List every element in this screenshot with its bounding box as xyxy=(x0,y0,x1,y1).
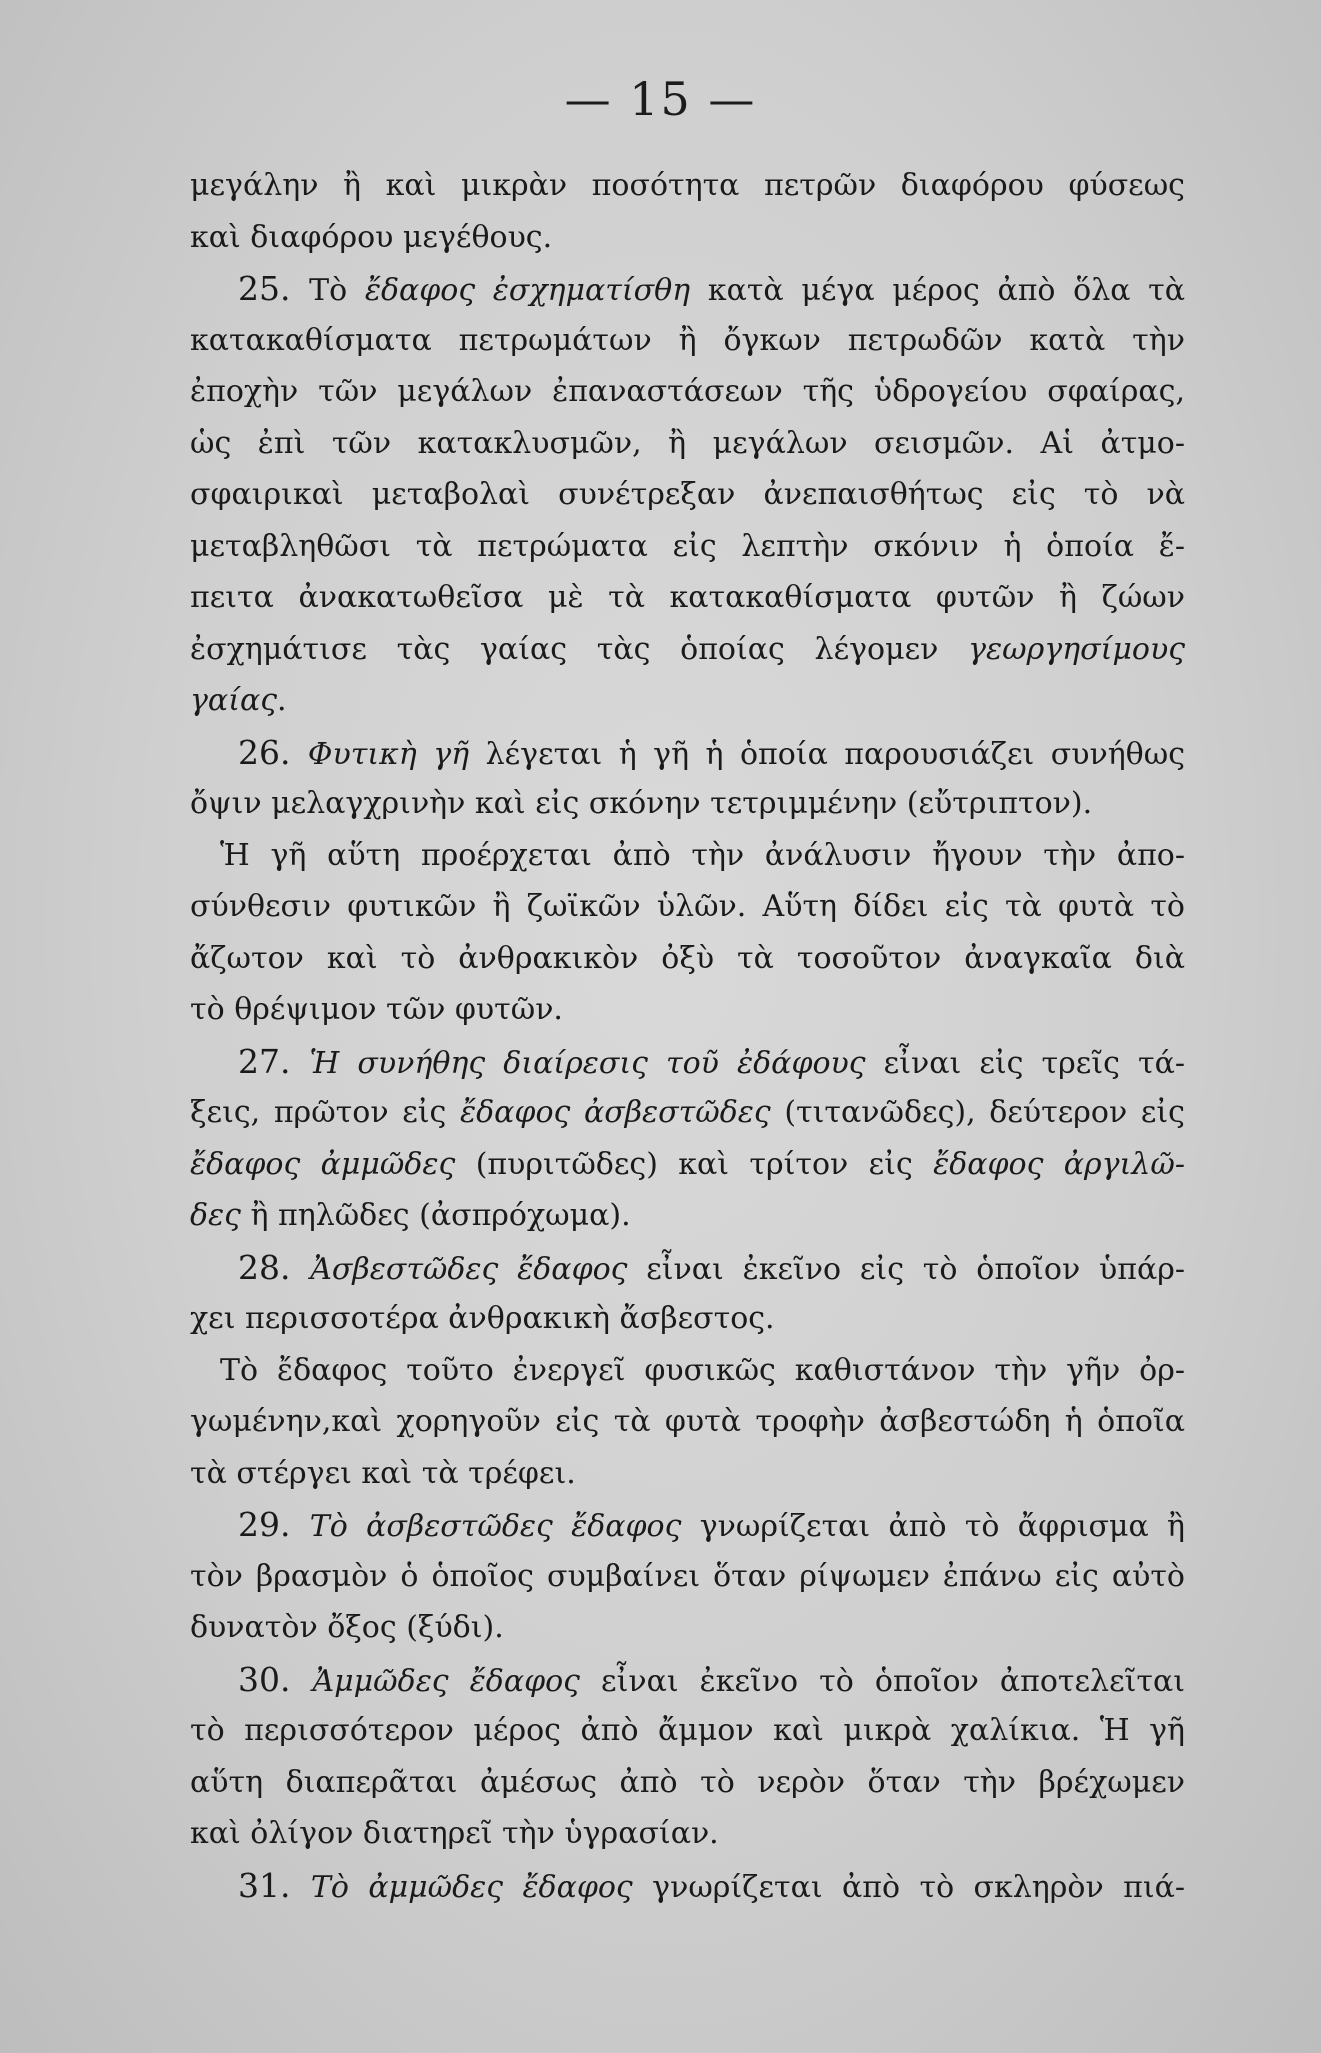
text-line: μεταβληθῶσι τὰ πετρώματα εἰς λεπτὴν σκόνιν ἡ ὁποία ἔ- xyxy=(190,528,1185,564)
text-line: χει περισσοτέρα ἀνθρακικὴ ἄσβεστος. xyxy=(190,1301,775,1336)
text-line xyxy=(190,263,1185,315)
text-run: . xyxy=(277,683,287,718)
text-run: εἶναι ἐκεῖνο τὸ ὁποῖον ἀποτελεῖται xyxy=(579,1663,1185,1699)
text-line xyxy=(190,624,1185,676)
text-run: ἔδαφος ἀμμῶδες xyxy=(190,1146,456,1182)
text-run: ξεις, πρῶτον εἰς xyxy=(190,1095,461,1130)
page-number: — 15 — xyxy=(564,72,757,126)
text-run: εἶναι εἰς τρεῖς τά- xyxy=(865,1045,1185,1081)
text-line: τὸ περισσότερον μέρος ἀπὸ ἄμμον καὶ μικρὰ χαλίκια. Ἡ γῆ xyxy=(190,1713,1185,1748)
text-run: λέγεται ἡ γῆ ἡ ὁποία παρουσιάζει συνήθως xyxy=(469,736,1185,772)
text-run: Φυτικὴ γῆ xyxy=(307,736,470,772)
text-run: 29. xyxy=(238,1505,310,1544)
text-run: Ἀσβεστῶδες ἔδαφος xyxy=(310,1251,628,1287)
text-line xyxy=(190,1499,1185,1551)
text-line: γωμένην,καὶ χορηγοῦν εἰς τὰ φυτὰ τροφὴν ἀσβεστώδη ἡ ὁποῖα xyxy=(190,1404,1185,1439)
text-run: ἔδαφος ἀργιλῶ- xyxy=(933,1146,1185,1182)
text-line: κατακαθίσματα πετρωμάτων ἢ ὄγκων πετρωδῶν κατὰ τὴν xyxy=(190,322,1185,358)
text-line: καὶ ὀλίγον διατηρεῖ τὴν ὑγρασίαν. xyxy=(190,1816,719,1851)
text-run: (τιτανῶδες), δεύτερον εἰς xyxy=(770,1095,1185,1130)
text-run: Ἀμμῶδες ἔδαφος xyxy=(312,1663,580,1699)
text-run: 26. xyxy=(238,732,308,772)
body-text xyxy=(190,160,1185,1911)
text-run: 27. xyxy=(238,1041,310,1081)
text-line: αὕτη διαπερᾶται ἀμέσως ἀπὸ τὸ νερὸν ὅταν τὴν βρέχωμεν xyxy=(190,1764,1185,1800)
text-run: γνωρίζεται ἀπὸ τὸ ἄφρισμα ἢ xyxy=(681,1509,1185,1544)
text-run: ἐσχημάτισε τὰς γαίας τὰς ὁποίας λέγομεν xyxy=(190,631,969,667)
text-run: ἢ πηλῶδες (ἀσπρόχωμα). xyxy=(240,1198,631,1233)
text-line: πειτα ἀνακατωθεῖσα μὲ τὰ κατακαθίσματα φυτῶν ἢ ζώων xyxy=(190,580,1185,615)
text-line: σύνθεσιν φυτικῶν ἢ ζωϊκῶν ὑλῶν. Αὕτη δίδει εἰς τὰ φυτὰ τὸ xyxy=(190,889,1185,924)
text-line: τὸν βρασμὸν ὁ ὁποῖος συμβαίνει ὅταν ρίψωμεν ἐπάνω εἰς αὐτὸ xyxy=(190,1558,1185,1594)
text-line: καὶ διαφόρου μεγέθους. xyxy=(190,219,553,255)
text-line: μεγάλην ἢ καὶ μικρὰν ποσότητα πετρῶν διαφόρου φύσεως xyxy=(190,168,1185,203)
text-line xyxy=(190,727,1185,779)
text-run: Τὸ ἀμμῶδες ἔδαφος xyxy=(310,1869,633,1905)
text-line: τὰ στέργει καὶ τὰ τρέφει. xyxy=(190,1455,576,1491)
text-line xyxy=(190,1860,1185,1912)
text-line: ὄψιν μελαγχρινὴν καὶ εἰς σκόνην τετριμμένην (εὔτριπτον). xyxy=(190,786,1093,821)
text-line xyxy=(190,1190,1185,1242)
text-line xyxy=(190,675,1185,727)
text-run: Τὸ xyxy=(309,273,365,308)
text-run: εἶναι ἐκεῖνο εἰς τὸ ὁποῖον ὑπάρ- xyxy=(627,1251,1185,1287)
text-run: 31. xyxy=(238,1865,311,1905)
text-line: Τὸ ἔδαφος τοῦτο ἐνεργεῖ φυσικῶς καθιστάνον τὴν γῆν ὀρ- xyxy=(220,1352,1185,1388)
text-run: ἔδαφος ἐσχηματίσθη xyxy=(364,273,691,308)
text-run: ἔδαφος ἀσβεστῶδες xyxy=(460,1095,771,1130)
text-line xyxy=(190,1139,1185,1191)
text-line: δυνατὸν ὄξος (ξύδι). xyxy=(190,1610,504,1645)
text-run: 28. xyxy=(238,1247,311,1287)
text-run: Ἡ συνήθης διαίρεσις τοῦ ἐδάφους xyxy=(309,1045,866,1081)
text-line xyxy=(190,1036,1185,1088)
text-line: ὡς ἐπὶ τῶν κατακλυσμῶν, ἢ μεγάλων σεισμῶν. Αἱ ἀτμο- xyxy=(190,425,1185,461)
text-line xyxy=(190,1242,1185,1294)
text-run: γνωρίζεται ἀπὸ τὸ σκληρὸν πιά- xyxy=(632,1869,1185,1905)
text-run: (πυριτῶδες) καὶ τρίτον εἰς xyxy=(455,1146,934,1182)
text-run: κατὰ μέγα μέρος ἀπὸ ὅλα τὰ xyxy=(690,273,1185,308)
text-line: ἐποχὴν τῶν μεγάλων ἐπαναστάσεων τῆς ὑδρογείου σφαίρας, xyxy=(190,374,1185,409)
text-line: Ἡ γῆ αὕτη προέρχεται ἀπὸ τὴν ἀνάλυσιν ἤγουν τὴν ἀπο- xyxy=(220,837,1185,873)
text-line xyxy=(190,1087,1185,1139)
text-line: τὸ θρέψιμον τῶν φυτῶν. xyxy=(190,992,563,1027)
text-run: γεωργησίμους xyxy=(968,631,1185,667)
text-line: σφαιρικαὶ μεταβολαὶ συνέτρεξαν ἀνεπαισθήτως εἰς τὸ νὰ xyxy=(190,477,1185,512)
text-run: Τὸ ἀσβεστῶδες ἔδαφος xyxy=(309,1509,682,1544)
text-line: ἄζωτον καὶ τὸ ἀνθρακικὸν ὀξὺ τὰ τοσοῦτον ἀναγκαῖα διὰ xyxy=(190,940,1185,976)
text-run: γαίας xyxy=(190,683,278,718)
text-run: 25. xyxy=(238,269,310,308)
text-run: δες xyxy=(190,1198,241,1233)
text-run: 30. xyxy=(238,1659,313,1699)
text-line xyxy=(190,1654,1185,1706)
